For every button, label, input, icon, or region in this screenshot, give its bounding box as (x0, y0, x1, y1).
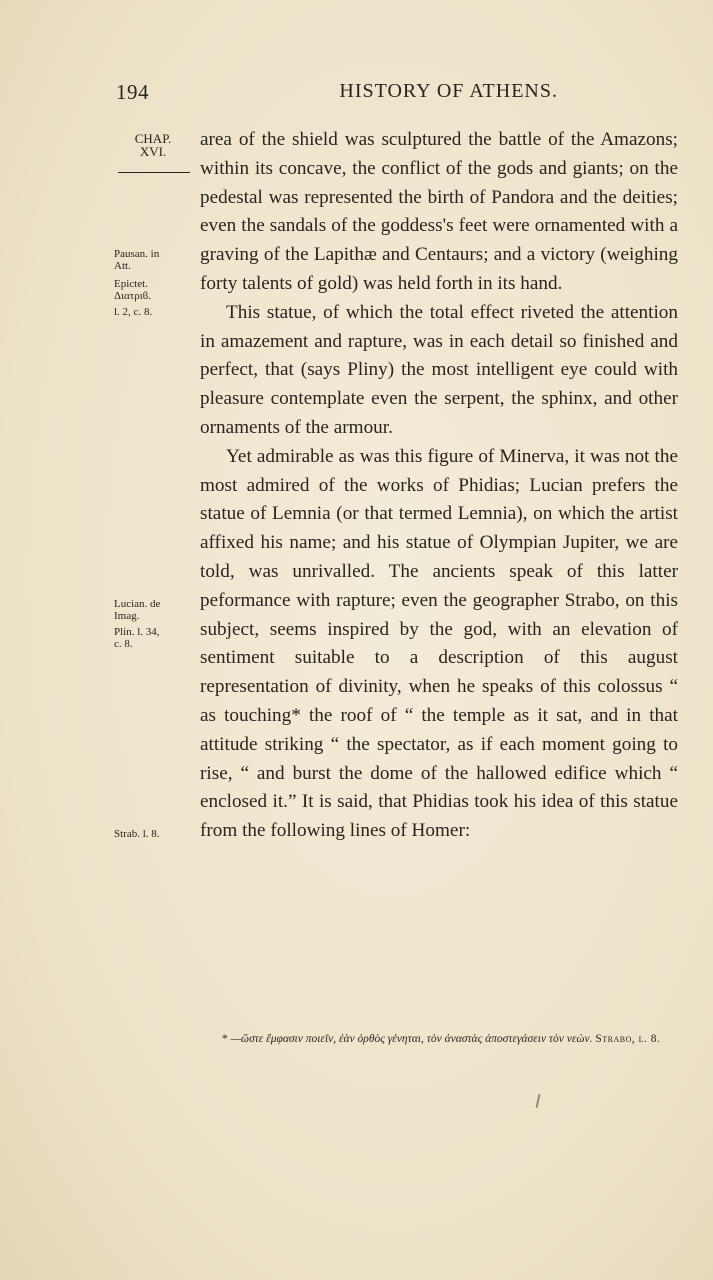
margin-note-pausan: Pausan. in Att. (114, 248, 160, 272)
margin-note-epictet: Epictet. Διατριϐ. (114, 278, 152, 302)
margin-note-lucian: Lucian. de Imag. (114, 598, 161, 622)
paragraph-statue: This statue, of which the total effect riveted the attention in amazement and rapture, was in each detail so finished and perfect, that (says Pliny) the most intelligent eye could with pleasure contemplate even the serpent, the sphinx, and other ornaments of the armour. (200, 301, 678, 438)
margin-note-strabo: Strab. l. 8. (114, 828, 160, 840)
footnote (222, 1028, 682, 1050)
footnote-marker: * (222, 1033, 228, 1045)
margin-note-pliny: Plin. l. 34, c. 8. (114, 626, 160, 650)
running-head: HISTORY OF ATHENS. (339, 80, 558, 102)
page-header (116, 80, 676, 110)
chapter-note: CHAP. XVI. (134, 131, 172, 159)
paragraph-phidias: Yet admirable as was this figure of Minerva, it was not the most admired of the works of Phidias; Lucian prefers the statue of Lemnia (or that termed Lemnia), on which the artist affixed his name; and his statue of Olympian Jupiter, we are told, was unrivalled. The ancients speak of this latter peformance with rapture; even the geographer Strabo, on this subject, seems inspired by the god, with an elevation of sentiment suitable to a description of this august representation of divinity, when he speaks of this colossus “ as touching* the roof of “ the temple as it sat, and in that attitude striking “ the spectator, as if each moment going to rise, “ and burst the dome of the hallowed edifice which “ enclosed it.” It is said, that Phidias took his idea of this statue from the following lines of Homer: (200, 445, 678, 842)
body-text (200, 126, 678, 846)
chapter-rule (118, 172, 190, 173)
pencil-mark (536, 1094, 541, 1108)
paragraph-shield: area of the shield was sculptured the battle of the Amazons; within its concave, the conflict of the gods and giants; on the pedestal was represented the birth of Pandora and the deities; even the sandals of the goddess's feet were ornamented with a graving of the Lapithæ and Centaurs; and a victory (weighing forty talents of gold) was held forth in its hand. (200, 129, 678, 294)
footnote-source: Strabo, l. 8. (595, 1033, 661, 1045)
footnote-greek-text: —ὥστε ἔμφασιν ποιεῖν, ἐὰν ὀρθὸς γένηται, τὸν ἀναστὰς ἀποστεγάσειν τὸν νεὼν. (230, 1033, 593, 1045)
margin-note-epictet-ref: l. 2, c. 8. (114, 306, 153, 318)
page-number: 194 (116, 80, 149, 104)
